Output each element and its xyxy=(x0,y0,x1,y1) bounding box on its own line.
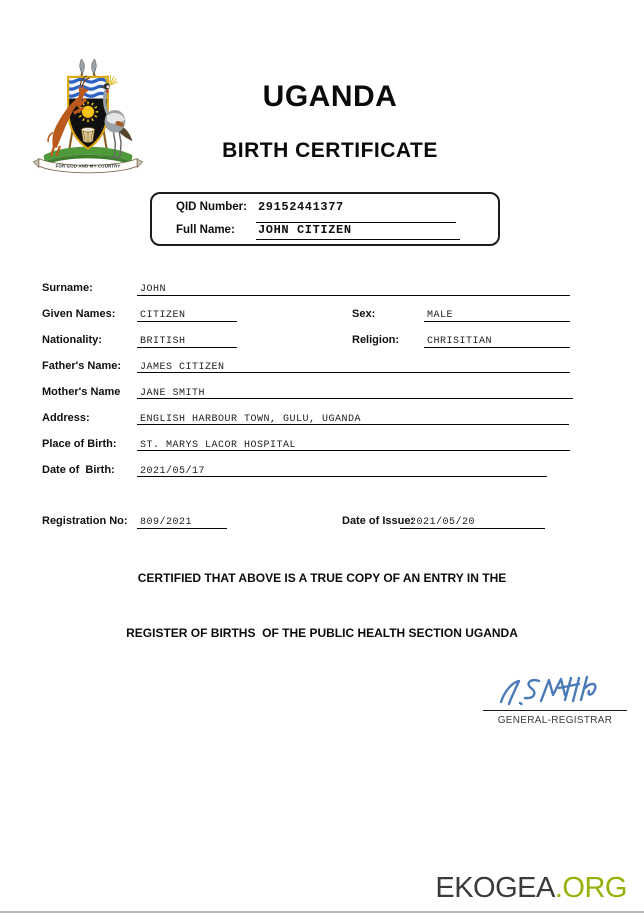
drum-icon xyxy=(81,128,94,143)
date-of-birth-value: 2021/05/17 xyxy=(140,466,206,477)
document-title: BIRTH CERTIFICATE xyxy=(222,139,438,162)
field-underline xyxy=(137,295,570,296)
field-underline xyxy=(424,321,570,322)
sex-label: Sex: xyxy=(352,308,376,320)
motto-text: FOR GOD AND MY COUNTRY xyxy=(55,163,121,169)
father-name-value: JAMES CITIZEN xyxy=(140,362,225,373)
given-names-label: Given Names: xyxy=(42,308,116,320)
religion-label: Religion: xyxy=(352,334,400,346)
uganda-coat-of-arms xyxy=(26,58,150,177)
field-underline xyxy=(137,321,237,322)
field-underline xyxy=(424,347,570,348)
certification-line-2: REGISTER OF BIRTHS OF THE PUBLIC HEALTH SECTION UGANDA xyxy=(126,626,518,640)
nationality-label: Nationality: xyxy=(42,334,102,346)
date-of-issue-label: Date of Issue: xyxy=(342,515,415,527)
field-underline xyxy=(137,347,237,348)
mother-name-label: Mother's Name xyxy=(42,386,121,398)
address-value: ENGLISH HARBOUR TOWN, GULU, UGANDA xyxy=(140,414,362,425)
religion-value: CHRISITIAN xyxy=(427,336,493,347)
certification-line-1: CERTIFIED THAT ABOVE IS A TRUE COPY OF AN ENTRY IN THE xyxy=(137,571,507,585)
footer-divider xyxy=(0,911,644,913)
country-title: UGANDA xyxy=(262,80,398,113)
date-of-issue-value: 2021/05/20 xyxy=(410,517,476,528)
surname-label: Surname: xyxy=(42,282,93,294)
qid-number-label: QID Number: xyxy=(176,201,247,213)
field-underline xyxy=(137,398,573,399)
field-underline xyxy=(137,450,570,451)
mother-name-value: JANE SMITH xyxy=(140,388,206,399)
given-names-value: CITIZEN xyxy=(140,310,186,321)
qid-number-value: 29152441377 xyxy=(258,200,344,214)
signature-scribble xyxy=(493,668,617,710)
nationality-value: BRITISH xyxy=(140,336,186,347)
registrar-title: GENERAL-REGISTRAR xyxy=(497,715,613,726)
field-underline xyxy=(400,528,545,529)
registration-no-label: Registration No: xyxy=(42,515,128,527)
surname-value: JOHN xyxy=(140,284,167,295)
brand-suffix: .ORG xyxy=(554,872,627,904)
footer-brand xyxy=(435,872,627,905)
field-underline xyxy=(137,424,569,425)
place-of-birth-label: Place of Birth: xyxy=(42,438,117,450)
field-underline xyxy=(256,239,460,240)
registration-no-value: 809/2021 xyxy=(140,517,193,528)
field-underline xyxy=(137,372,570,373)
brand-primary: EKOGEA xyxy=(435,872,555,904)
address-label: Address: xyxy=(42,412,90,424)
full-name-value: JOHN CITIZEN xyxy=(258,223,352,237)
sex-value: MALE xyxy=(427,310,454,321)
place-of-birth-value: ST. MARYS LACOR HOSPITAL xyxy=(140,440,297,451)
father-name-label: Father's Name: xyxy=(42,360,122,372)
signature-line xyxy=(483,710,627,711)
field-underline xyxy=(137,476,547,477)
field-underline xyxy=(137,528,227,529)
qid-box xyxy=(150,192,500,246)
date-of-birth-label: Date of Birth: xyxy=(42,464,115,476)
full-name-label: Full Name: xyxy=(176,224,235,236)
